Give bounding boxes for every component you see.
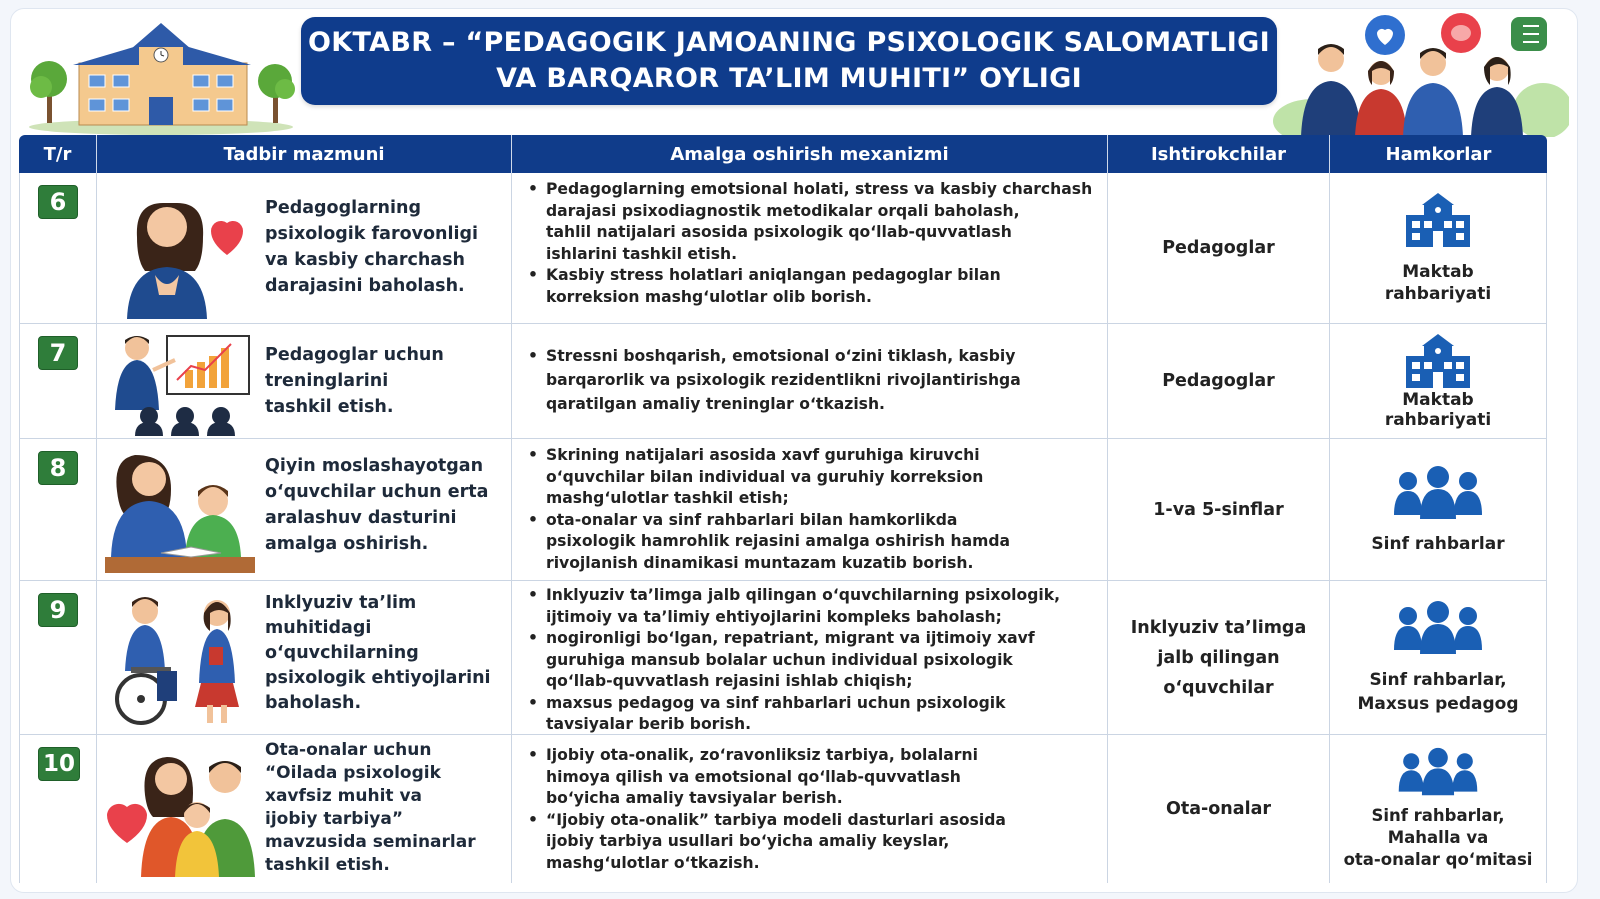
mechanism-line: guruhiga mansub bolalar uchun individual psixologik [546,650,1013,669]
mechanism-line: • maxsus pedagog va sinf rahbarlari uchun psixologik [546,693,1006,712]
mechanism-line: qaratilgan amaliy treninglar o‘tkazish. [546,395,885,413]
topic-line: Pedagoglar uchun [265,345,444,365]
number-cell [19,439,97,580]
partners-cell [1330,581,1547,734]
topic-line: psixologik ehtiyojlarini [265,668,491,688]
mechanism-item [528,585,1097,628]
number-cell [19,735,97,883]
column-header-mechanism: Amalga oshirish mexanizmi [512,135,1108,173]
partners-cell [1330,735,1547,883]
mechanism-item [528,510,1097,575]
topic-line: tashkil etish. [265,397,394,417]
partner-line: Sinf rahbarlar, [1369,669,1507,690]
participants-line: Pedagoglar [1162,371,1275,391]
group-people-icon [1392,747,1484,797]
topic-line: aralashuv dasturini [265,508,457,528]
row-number-badge: 9 [38,593,78,627]
event-cell [97,324,512,438]
mechanism-line: mashg‘ulotlar tashkil etish; [546,489,789,507]
topic-line: Qiyin moslashayotgan [265,456,484,476]
partners-text [1385,390,1491,430]
header [11,9,1578,137]
column-header-partners: Hamkorlar [1385,143,1492,165]
mechanism-line: • Ijobiy ota-onalik, zo‘ravonliksiz tarbiya, bolalarni [546,746,978,764]
mechanism-cell [512,324,1108,438]
school-building-icon [1402,191,1474,249]
partner-line: Sinf rahbarlar, [1371,806,1505,825]
partners-text [1344,805,1533,871]
participants-cell [1108,735,1330,883]
topic-line: Ota-onalar uchun [265,740,432,760]
mechanism-line: psixologik hamrohlik rejasini amalga oshirish hamda [546,532,1011,550]
row-number-badge: 7 [38,336,78,370]
participants-text [1166,794,1271,824]
mechanism-line: • Pedagoglarning emotsional holati, stress va kasbiy charchash [546,180,1093,198]
mechanism-line: tavsiyalar berib borish. [546,715,752,733]
topic-line: darajasini baholash. [265,276,465,296]
page-title [301,17,1277,105]
event-cell [97,439,512,580]
participants-text [1162,366,1275,396]
column-header-event: Tadbir mazmuni [97,135,512,173]
mechanism-line: • Inklyuziv ta’limga jalb qilingan o‘quvchilarning psixologik, [546,586,1061,604]
participants-cell [1108,173,1330,323]
mechanism-line: bo‘yicha amaliy tavsiyalar berish. [546,789,843,807]
mechanism-cell [512,735,1108,883]
table-row [19,735,1547,883]
mechanism-line: • nogironligi bo‘lgan, repatriant, migrant va ijtimoiy xavf [546,629,1035,647]
participants-line: Pedagoglar [1162,238,1275,258]
family-illustration [97,741,257,881]
training-presentation-illustration [105,330,255,436]
mechanism-item [528,745,1097,810]
mechanism-line: ijobiy tarbiya usullari bo‘yicha amaliy keyslar, [546,832,950,850]
participants-text [1153,495,1283,525]
table-row [19,173,1547,324]
number-cell [19,581,97,734]
event-cell [97,581,512,734]
mechanism-line: • Kasbiy stress holatlari aniqlangan pedagoglar bilan [546,266,1001,284]
stressed-teacher-illustration [105,179,255,319]
participants-text [1131,613,1307,703]
school-building-illustration [23,15,299,135]
topic-line: “Oilada psixologik [265,763,441,783]
participants-line: Ota-onalar [1165,799,1272,819]
partner-line: rahbariyati [1384,284,1492,304]
mechanism-line: • Skrining natijalari asosida xavf guruhiga kiruvchi [546,446,980,464]
table-header [19,135,1547,173]
row-number-badge: 8 [38,451,78,485]
mechanism-line: himoya qilish va emotsional qo‘llab-quvvatlash [546,767,961,786]
participants-cell [1108,581,1330,734]
event-topic [265,342,505,420]
mechanism-item [528,628,1097,693]
participants-line: Inklyuziv ta’limga [1130,617,1307,638]
team-people-illustration [1273,11,1569,137]
topic-line: xavfsiz muhit va [265,786,423,806]
table-row [19,581,1547,735]
participants-line: jalb qilingan [1157,647,1280,668]
partners-cell [1330,439,1547,580]
topic-line: o‘quvchilar uchun erta [265,482,489,502]
topic-line: va kasbiy charchash [265,250,465,270]
partner-line: Mahalla va [1387,828,1489,847]
title-line-2: VA BARQAROR TA’LIM MUHITI” OYLIGI [496,63,1082,94]
partner-line: Maktab [1402,390,1474,410]
topic-line: muhitidagi [265,618,372,638]
participants-line: 1-va 5-sinflar [1153,499,1284,520]
mechanism-item [528,810,1097,875]
mechanism-line: • ota-onalar va sinf rahbarlari bilan hamkorlikda [546,510,958,529]
school-building-icon [1402,332,1474,390]
participants-line: o‘quvchilar [1163,677,1274,698]
partner-line: ota-onalar qo‘mitasi [1343,850,1533,869]
topic-line: o‘quvchilarning [265,643,419,663]
mechanism-item [528,179,1097,265]
topic-line: Pedagoglarning [265,198,421,218]
inclusive-students-illustration [105,587,255,727]
partners-cell [1330,324,1547,438]
column-header-number: T/r [19,135,97,173]
table-row [19,439,1547,581]
title-line-1: OKTABR – “PEDAGOGIK JAMOANING PSIXOLOGIK SALOMATLIGI [308,27,1270,58]
mechanism-line: barqarorlik va psixologik rezidentlikni rivojlantirishga [546,371,1021,389]
participants-text [1162,233,1275,263]
group-people-icon [1392,600,1484,656]
number-cell [19,324,97,438]
table-row [19,324,1547,439]
row-number-badge: 10 [38,747,80,781]
event-topic [265,591,505,716]
mechanism-line: mashg‘ulotlar o‘tkazish. [546,853,760,872]
topic-line: psixologik farovonligi [265,224,479,244]
row-number-badge: 6 [38,185,78,219]
mechanism-cell [512,581,1108,734]
topic-line: baholash. [265,693,362,713]
topic-line: ijobiy tarbiya” [265,809,404,829]
mechanism-cell [512,173,1108,323]
partners-cell [1330,173,1547,323]
events-table [19,135,1547,883]
topic-line: treninglarini [265,371,389,391]
mechanism-item [528,265,1097,308]
partners-text [1371,533,1504,555]
participants-cell [1108,439,1330,580]
mechanism-line: ijtimoiy va ta’limiy ehtiyojlarini kompleks baholash; [546,607,1002,626]
topic-line: amalga oshirish. [265,534,429,554]
mechanism-line: korreksion mashg‘ulotlar olib borish. [546,287,872,306]
partner-line: Sinf rahbarlar [1371,533,1505,554]
mechanism-line: qo‘llab-quvvatlash rejasini ishlab chiqish; [546,672,913,690]
mechanism-line: ishlarini tashkil etish. [546,244,738,263]
event-topic [265,453,505,557]
mechanism-item [528,344,1097,416]
mechanism-line: o‘quvchilar bilan individual va guruhiy korreksion [546,467,984,486]
event-cell [97,735,512,883]
partner-line: Maxsus pedagog [1357,693,1519,714]
group-people-icon [1392,465,1484,521]
mechanism-line: tahlil natijalari asosida psixologik qo‘llab-quvvatlash [546,223,1012,241]
mechanism-cell [512,439,1108,580]
participants-cell [1108,324,1330,438]
partners-text [1385,261,1491,305]
column-header-participants: Ishtirokchilar [1108,135,1330,173]
partner-line: rahbariyati [1384,410,1492,430]
partners-text [1358,668,1519,716]
mechanism-line: rivojlanish dinamikasi muntazam kuzatib borish. [546,553,974,572]
mechanism-line: darajasi psixodiagnostik metodikalar orqali baholash, [546,201,1020,220]
mechanism-line: • “Ijobiy ota-onalik” tarbiya modeli dasturlari asosida [546,810,1006,829]
partner-line: Maktab [1402,262,1474,282]
mechanism-line: • Stressni boshqarish, emotsional o‘zini tiklash, kasbiy [546,347,1016,365]
topic-line: mavzusida seminarlar [265,832,476,852]
topic-line: tashkil etish. [265,855,390,875]
teacher-with-student-illustration [105,445,255,575]
topic-line: Inklyuziv ta’lim [265,593,417,613]
event-cell [97,173,512,323]
mechanism-item [528,445,1097,510]
number-cell [19,173,97,323]
mechanism-item [528,693,1097,736]
event-topic [265,739,505,877]
document-page [10,8,1578,893]
event-topic [265,195,505,299]
